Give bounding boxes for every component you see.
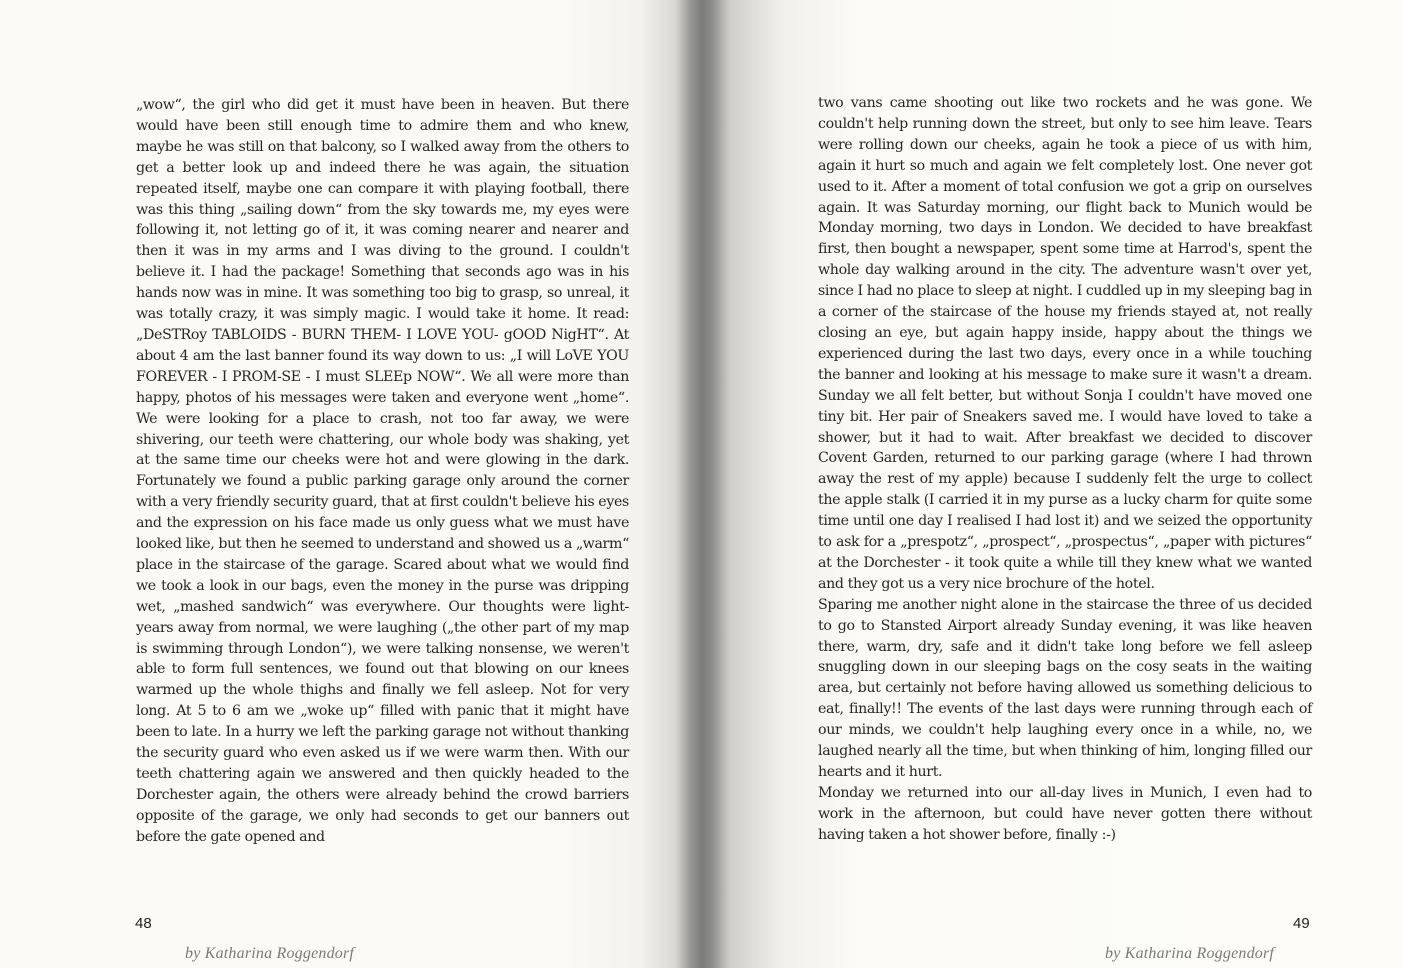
right-paragraph-2: Sparing me another night alone in the staircase the three of us decided to go to Stansted Airport already Sunday evening, it was like heaven there, warm, dry, safe and it didn't take long before we fell asleep snuggling down in our sleeping bags on the cosy seats in the waiting area, but certainly not before having allowed us something delicious to eat, finally!! The events of the last days were running through each of our minds, we couldn't help laughing every once in a while, no, we laughed nearly all the time, but when thinking of him, longing filled our hearts and it hurt. bbox=[818, 596, 1312, 780]
right-paragraph-3: Monday we returned into our all-day lives in Munich, I even had to work in the afternoon, but could have never gotten there without having taken a hot shower before, finally :-) bbox=[818, 784, 1312, 843]
left-page bbox=[0, 0, 690, 968]
left-page-footer-author: by Katharina Roggendorf bbox=[185, 945, 355, 962]
left-paragraph-1: „wow“, the girl who did get it must have been in heaven. But there would have been still enough time to admire them and who knew, maybe he was still on that balcony, so I walked away from the others to get a better look up and indeed there he was again, the situation repeated itself, maybe one can compare it with playing football, there was this thing „sailing down“ from the sky towards me, my eyes were following it, not letting go of it, it was coming nearer and nearer and then it was in my arms and I was diving to the ground. I couldn't believe it. I had the package! Something that seconds ago was in his hands now was in mine. It was something too big to grasp, so unreal, it was totally crazy, it was simply magic. I would take it home. It read: „DeSTRoy TABLOIDS - BURN THEM- I LOVE YOU- gOOD NigHT“. At about 4 am the last banner found its way down to us: „I will LoVE YOU FOREVER - I PROM-SE - I must SLEEp NOW“. We all were more than happy, photos of his messages were taken and everyone went „home“. We were looking for a place to crash, not too far away, we were shivering, our teeth were chattering, our whole body was shaking, yet at the same time our cheeks were hot and were glowing in the dark. Fortunately we found a public parking garage only around the corner with a very friendly security guard, that at first couldn't believe his eyes and the expression on his face made us only guess what we must have looked like, but then he seemed to understand and showed us a „warm“ place in the staircase of the garage. Scared about what we would find we took a look in our bags, even the money in the purse was dripping wet, „mashed sandwich“ was everywhere. Our thoughts were light-years away from normal, we were laughing („the other part of my map is swimming through London“), we were talking nonsense, we weren't able to form full sentences, we found out that blowing on our knees warmed up the whole thighs and finally we fell asleep. Not for very long. At 5 to 6 am we „woke up“ filled with panic that it might have been to late. In a hurry we left the parking garage not without thanking the security guard who even asked us if we were warm then. With our teeth chattering again we answered and then quickly headed to the Dorchester again, the others were already behind the crowd barriers opposite of the garage, we only had seconds to get our banners out before the gate opened and bbox=[136, 97, 629, 845]
right-page bbox=[712, 0, 1403, 968]
right-page-body bbox=[818, 93, 1312, 846]
right-page-number: 49 bbox=[1293, 915, 1310, 932]
right-paragraph-1: two vans came shooting out like two rockets and he was gone. We couldn't help running down the street, but only to see him leave. Tears were rolling down our cheeks, again he took a piece of us with him, again it hurt so much and again we felt completely lost. One never got used to it. After a moment of total confusion we got a grip on ourselves again. It was Saturday morning, our flight back to Munich would be Monday morning, two days in London. We decided to have breakfast first, then bought a newspaper, spent some time at Harrod's, spent the whole day walking around in the city. The adventure wasn't over yet, since I had no place to sleep at night. I cuddled up in my sleeping bag in a corner of the staircase of the house my friends stayed at, not really closing an eye, but again happy inside, happy about the things we experienced during the last two days, every once in a while touching the banner and looking at his message to make sure it wasn't a dream. Sunday we all felt better, but without Sonja I couldn't have moved one tiny bit. Her pair of Sneakers saved me. I would have loved to take a shower, but it had to wait. After breakfast we decided to discover Covent Garden, returned to our parking garage (where I had thrown away the rest of my apple) because I suddenly felt the urge to collect the apple stalk (I carried it in my purse as a lucky charm for quite some time until one day I realised I had lost it) and we seized the opportunity to ask for a „prespotz“, „prospect“, „prospectus“, „paper with pictures“ at the Dorchester - it took quite a while till they knew what we wanted and they got us a very nice brochure of the hotel. bbox=[818, 95, 1312, 592]
left-page-body bbox=[136, 95, 629, 848]
left-page-number: 48 bbox=[135, 915, 152, 932]
right-page-footer-author: by Katharina Roggendorf bbox=[1105, 945, 1275, 962]
